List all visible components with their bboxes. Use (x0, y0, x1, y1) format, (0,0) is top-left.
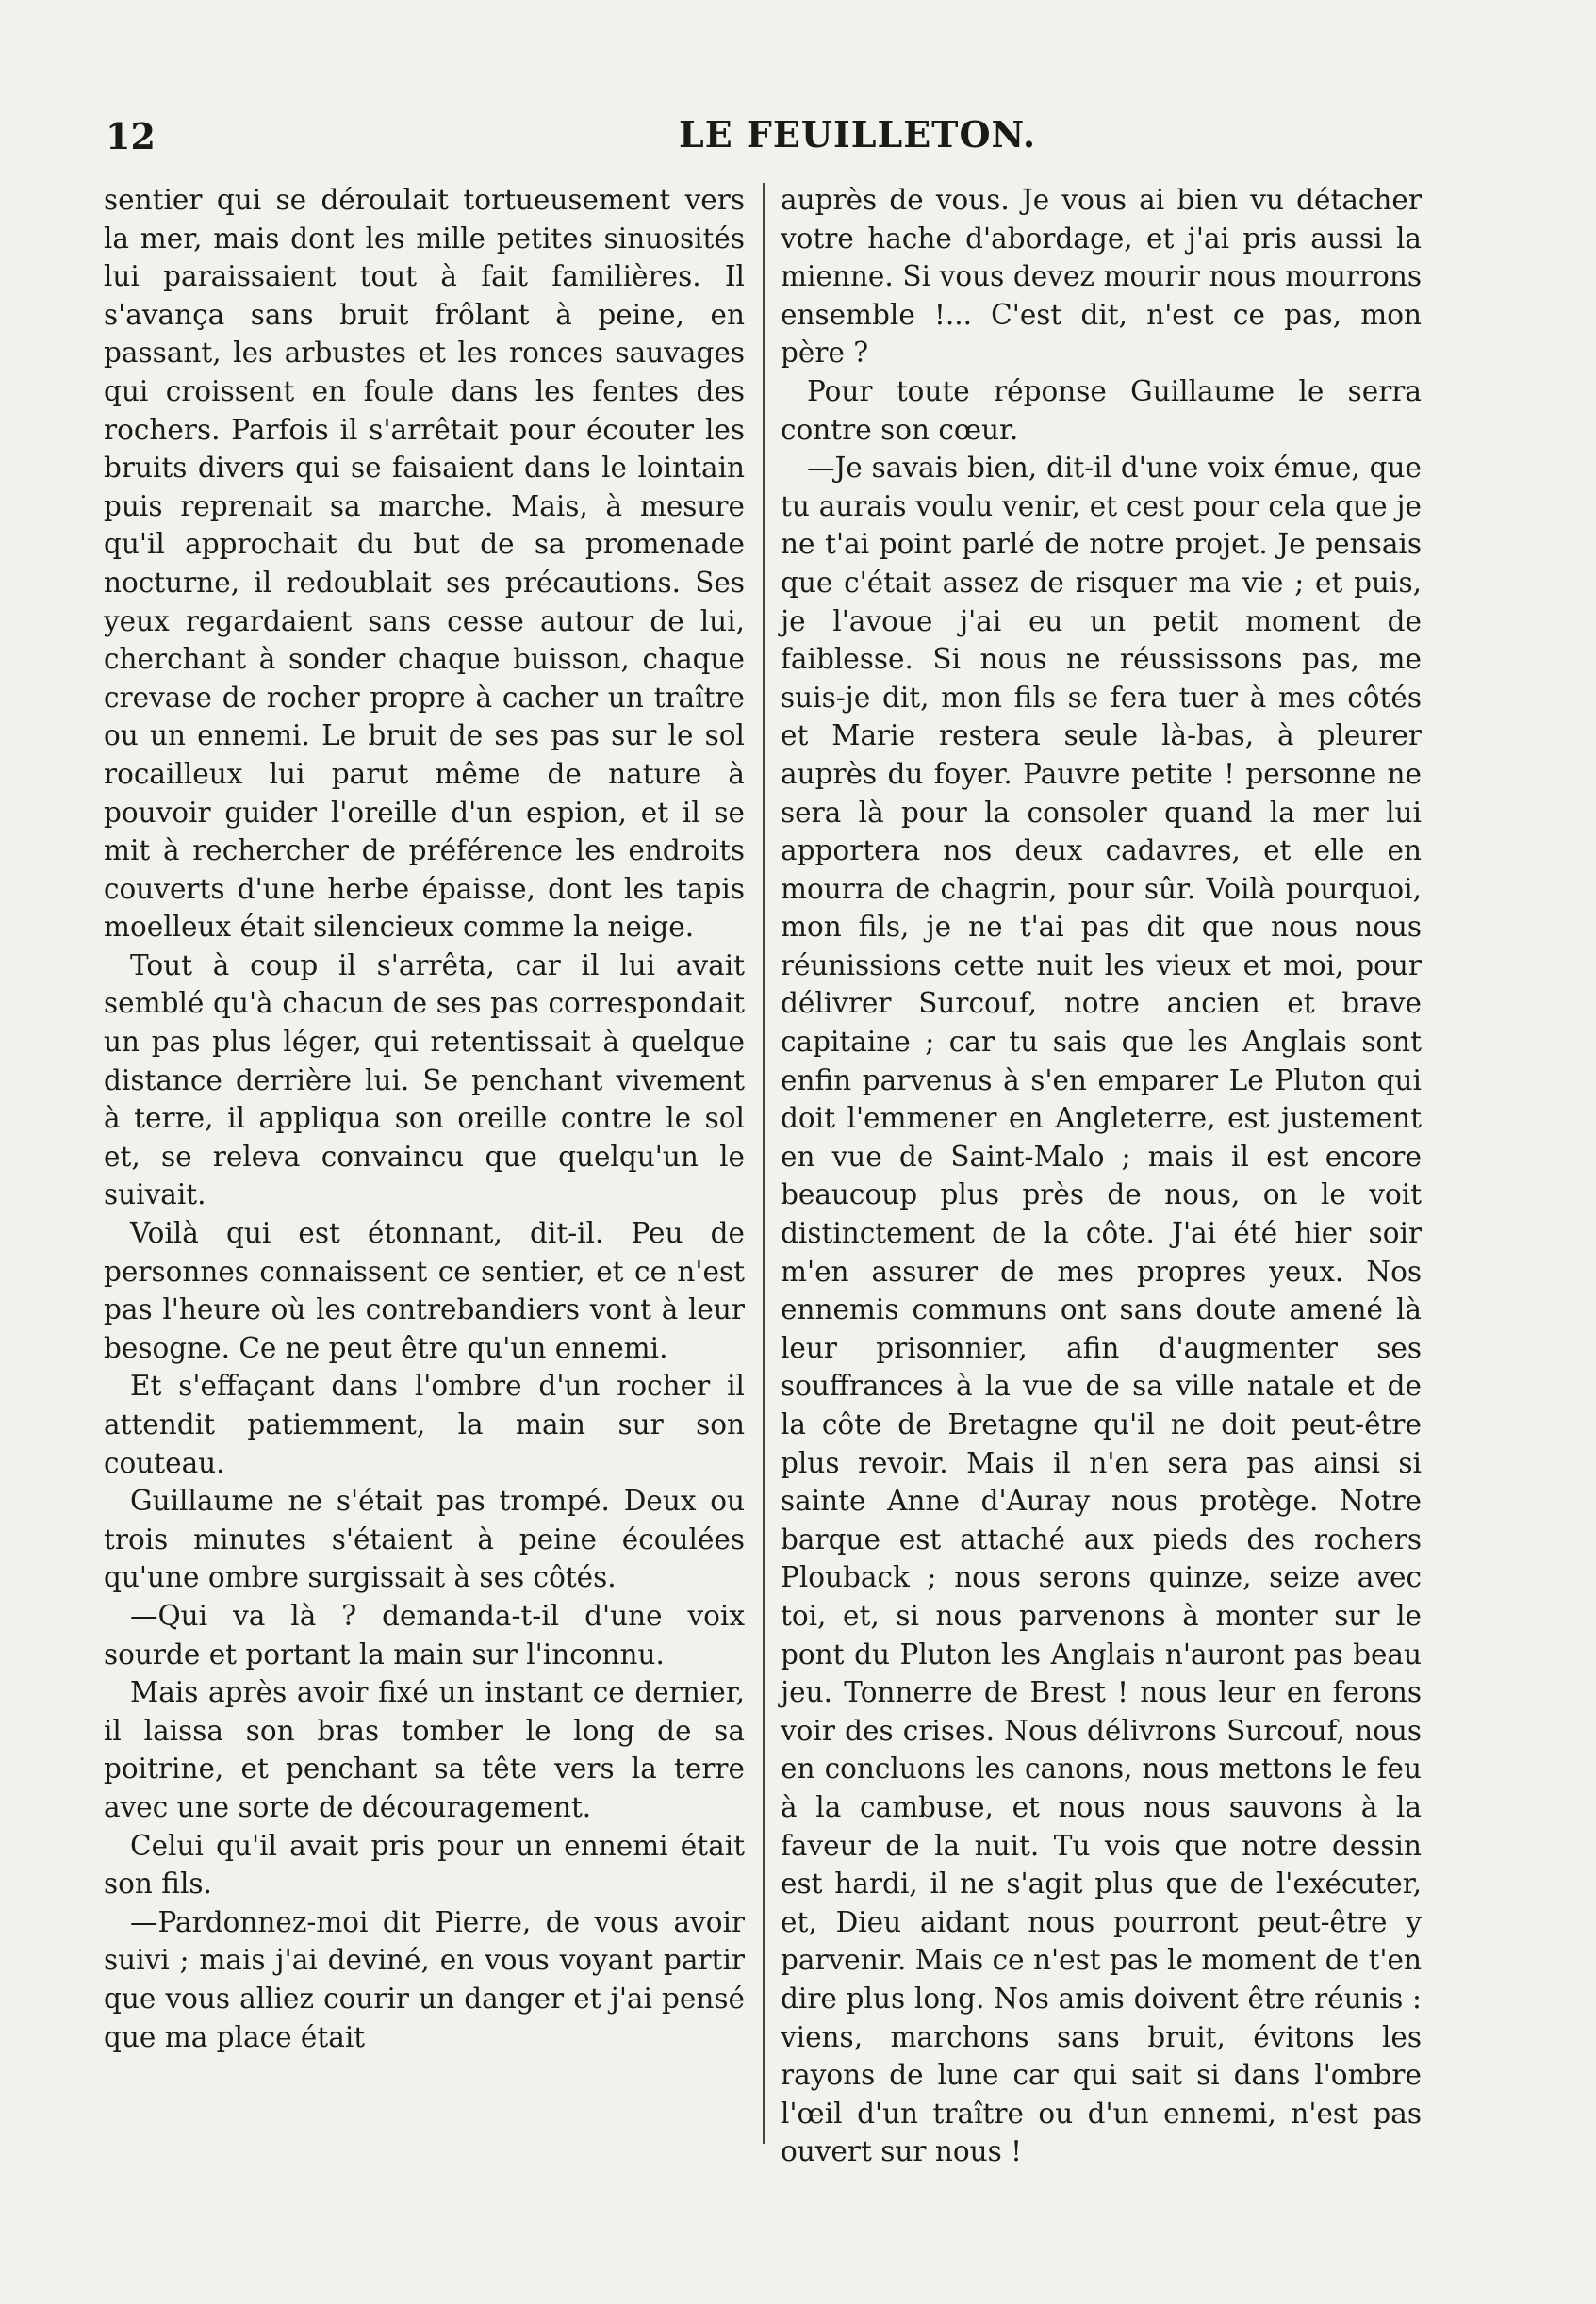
text-columns (104, 181, 1428, 2168)
paragraph: —Pardonnez-moi dit Pierre, de vous avoir suivi ; mais j'ai deviné, en vous voyant partir que vous alliez courir un danger et j'ai pensé que ma place était (104, 1905, 745, 2053)
paragraph: Tout à coup il s'arrêta, car il lui avait semblé qu'à chacun de ses pas correspondait un pas plus léger, qui retentissait à quelque distance derrière lui. Se penchant vivement à terre, il appliqua son oreille contre le sol et, se releva convaincu que quelqu'un le suivait. (104, 948, 745, 1211)
paragraph: —Qui va là ? demanda-t-il d'une voix sourde et portant la main sur l'inconnu. (104, 1599, 745, 1670)
page-number: 12 (106, 115, 156, 157)
paragraph: Voilà qui est étonnant, dit-il. Peu de personnes connaissent ce sentier, et ce n'est pas l'heure où les contrebandiers vont à leur besogne. Ce ne peut être qu'un ennemi. (104, 1217, 745, 1364)
paragraph: sentier qui se déroulait tortueusement vers la mer, mais dont les mille petites sinuosités lui paraissaient tout à fait familières. Il s'avança sans bruit frôlant à peine, en passant, les arbustes et les ronces sauvages qui croissent en foule dans les fentes des rochers. Parfois il s'arrêtait pour écouter les bruits divers qui se faisaient dans le lointain puis reprenait sa marche. Mais, à mesure qu'il approchait du but de sa promenade nocturne, il redoublait ses précautions. Ses yeux regardaient sans cesse autour de lui, cherchant à sonder chaque buisson, chaque crevase de rocher propre à cacher un traître ou un ennemi. Le bruit de ses pas sur le sol rocailleux lui parut même de nature à pouvoir guider l'oreille d'un espion, et il se mit à rechercher de préférence les endroits couverts d'une herbe épaisse, dont les tapis moelleux était silencieux comme la neige. (104, 184, 745, 944)
running-title: LE FEUILLETON. (679, 113, 1037, 156)
right-column (781, 181, 1422, 2171)
column-divider (763, 183, 765, 2144)
paragraph: Celui qu'il avait pris pour un ennemi était son fils. (104, 1829, 745, 1901)
paragraph: —Je savais bien, dit-il d'une voix émue, que tu aurais voulu venir, et cest pour cela que je ne t'ai point parlé de notre projet. Je pensais que c'était assez de risquer ma vie ; et puis, je l'avoue j'ai eu un petit moment de faiblesse. Si nous ne réussissons pas, me suis-je dit, mon fils se fera tuer à mes côtés et Marie restera seule là-bas, à pleurer auprès du foyer. Pauvre petite ! personne ne sera là pour la consoler quand la mer lui apportera nos deux cadavres, et elle en mourra de chagrin, pour sûr. Voilà pourquoi, mon fils, je ne t'ai pas dit que nous nous réunissions cette nuit les vieux et moi, pour délivrer Surcouf, notre ancien et brave capitaine ; car tu sais que les Anglais sont enfin parvenus à s'en emparer Le Pluton qui doit l'emmener en Angleterre, est justement en vue de Saint-Malo ; mais il est encore beaucoup plus près de nous, on le voit distinctement de la côte. J'ai été hier soir m'en assurer de mes propres yeux. Nos ennemis communs ont sans doute amené là leur prisonnier, afin d'augmenter ses souffrances à la vue de sa ville natale et de la côte de Bretagne qu'il ne doit peut-être plus revoir. Mais il n'en sera pas ainsi si sainte Anne d'Auray nous protège. Notre barque est attaché aux pieds des rochers Plouback ; nous serons quinze, seize avec toi, et, si nous parvenons à monter sur le pont du Pluton les Anglais n'auront pas beau jeu. Tonnerre de Brest ! nous leur en ferons voir des crises. Nous délivrons Surcouf, nous en concluons les canons, nous mettons le feu à la cambuse, et nous nous sauvons à la faveur de la nuit. Tu vois que notre dessin est hardi, il ne s'agit plus que de l'exécuter, et, Dieu aidant nous pourront peut-être y parvenir. Mais ce n'est pas le moment de t'en dire plus long. Nos amis doivent être réunis : viens, marchons sans bruit, évitons les rayons de lune car qui sait si dans l'ombre l'œil d'un traître ou d'un ennemi, n'est pas ouvert sur nous ! (781, 452, 1422, 2168)
paragraph: auprès de vous. Je vous ai bien vu détacher votre hache d'abordage, et j'ai pris aussi la mienne. Si vous devez mourir nous mourrons ensemble !... C'est dit, n'est ce pas, mon père ? (781, 184, 1422, 370)
paragraph: Pour toute réponse Guillaume le serra contre son cœur. (781, 374, 1422, 446)
page-header (104, 104, 1423, 170)
paragraph: Mais après avoir fixé un instant ce dernier, il laissa son bras tomber le long de sa poitrine, et penchant sa tête vers la terre avec une sorte de découragement. (104, 1676, 745, 1823)
paragraph: Guillaume ne s'était pas trompé. Deux ou trois minutes s'étaient à peine écoulées qu'une ombre surgissait à ses côtés. (104, 1485, 745, 1594)
left-column (104, 181, 745, 2056)
paragraph: Et s'effaçant dans l'ombre d'un rocher il attendit patiemment, la main sur son couteau. (104, 1370, 745, 1479)
